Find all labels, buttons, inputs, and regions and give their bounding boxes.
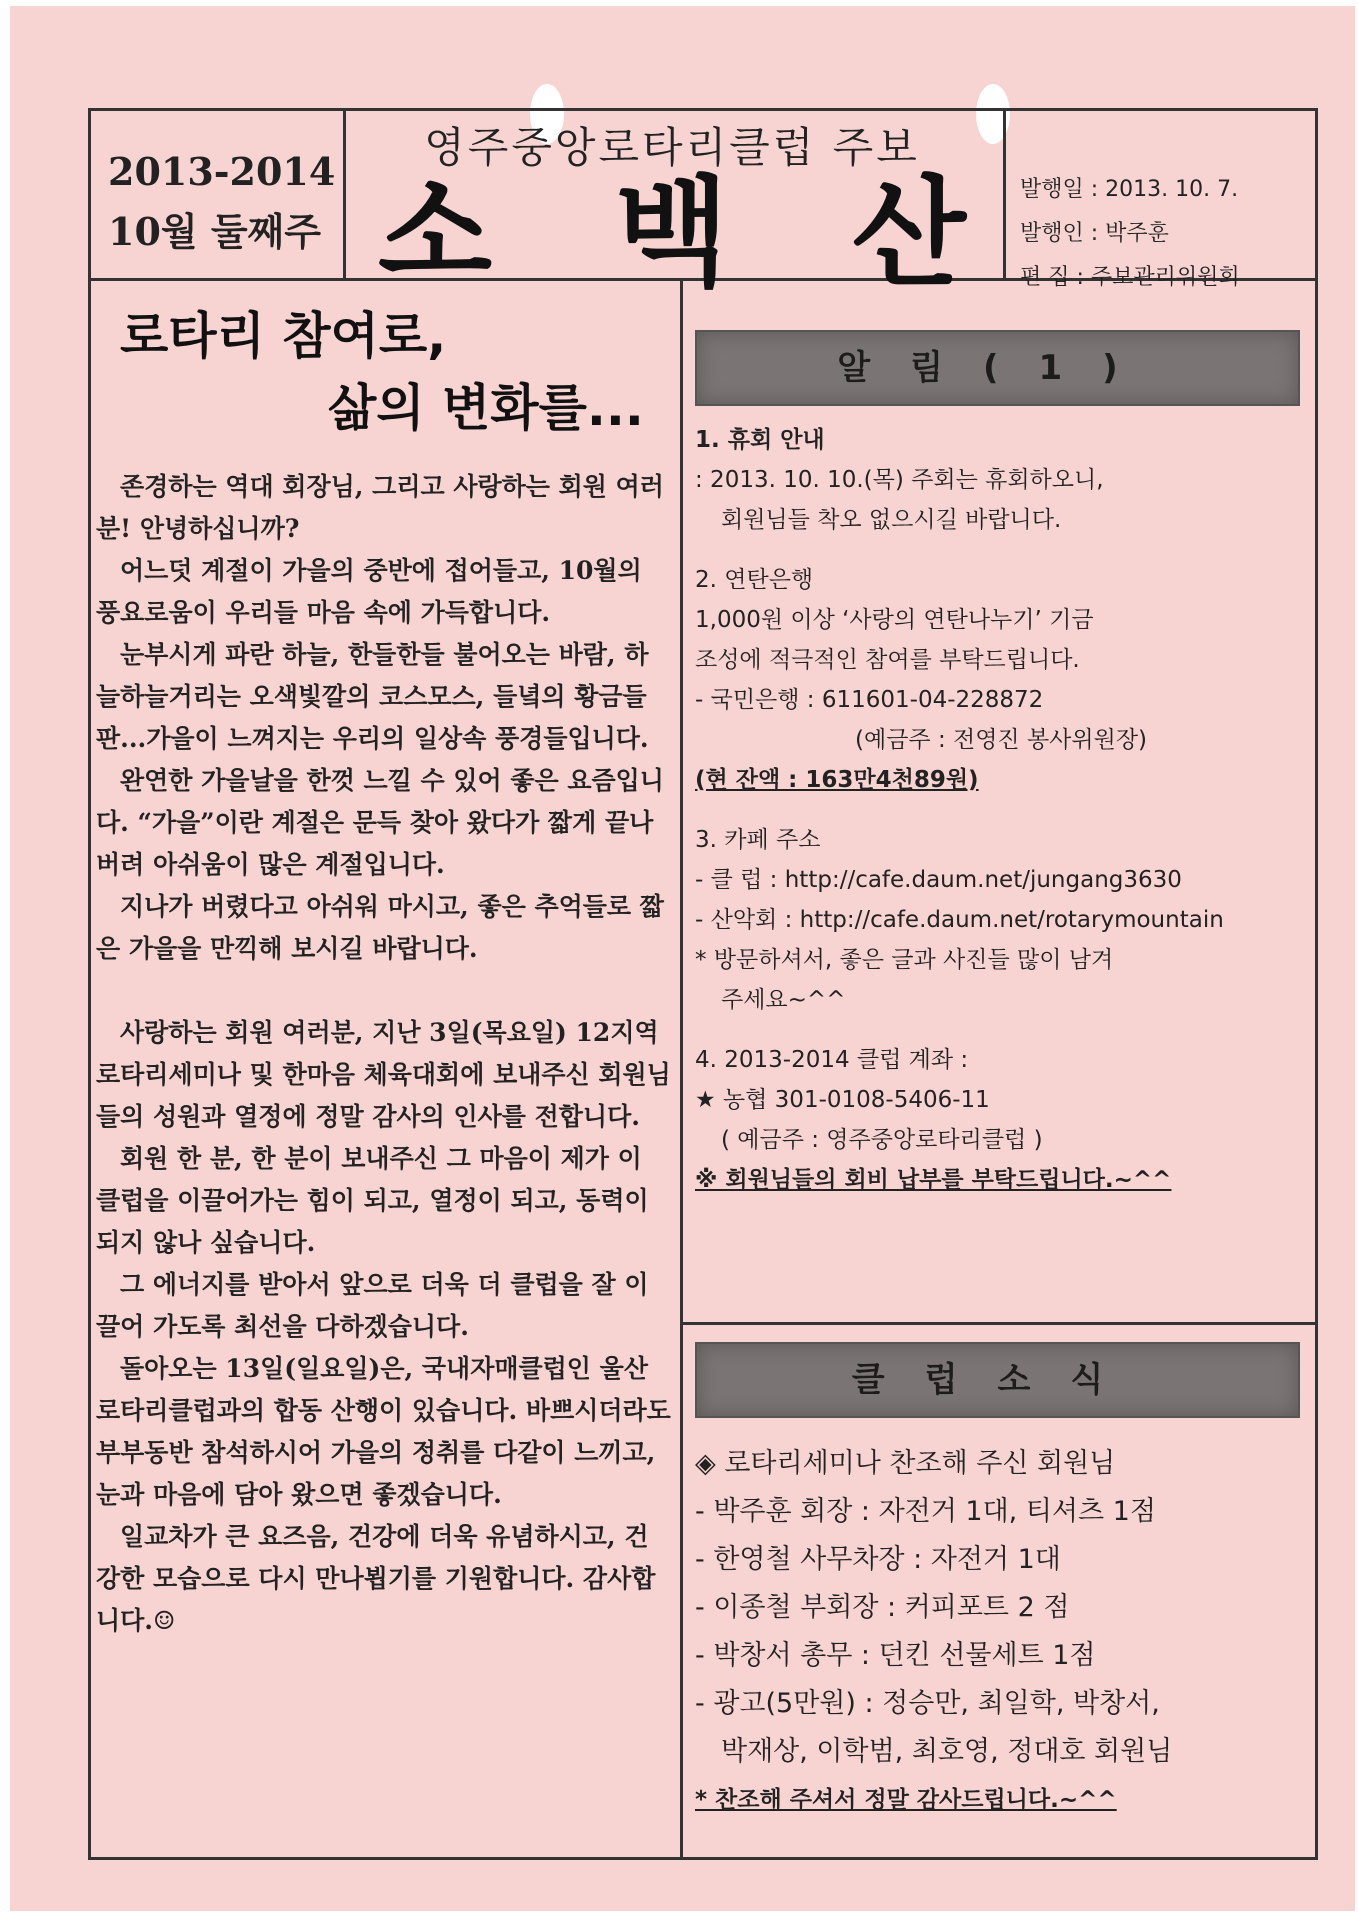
issue-date: 발행일 : 2013. 10. 7. — [1020, 177, 1239, 202]
notice-item-3-title: 3. 카페 주소 — [695, 827, 821, 853]
notice-item-3-note: * 방문하셔서, 좋은 글과 사진들 많이 남겨 — [695, 947, 1114, 973]
editor: 편 집 : 주보관리위원회 — [1020, 265, 1240, 290]
masthead-subtitle: 영주중앙로타리클럽 주보 — [424, 123, 920, 172]
club-news-line: - 광고(5만원) : 정승만, 최일학, 박창서, — [695, 1688, 1160, 1719]
mountain-club-cafe-link[interactable]: - 산악회 : http://cafe.daum.net/rotarymountain — [695, 907, 1224, 933]
article-paragraph: 지나가 버렸다고 아쉬워 마시고, 좋은 추억들로 짧은 가을을 만끽해 보시길 바랍니다. — [96, 892, 664, 963]
publication-info — [1020, 168, 1310, 300]
issue-info — [108, 142, 348, 262]
article-paragraph: 눈부시게 파란 하늘, 한들한들 불어오는 바람, 하늘하늘거리는 오색빛깔의 코스모스, 들녘의 황금들판...가을이 느껴지는 우리의 일상속 풍경들입니다. — [96, 640, 649, 753]
club-news-thanks: * 찬조해 주셔서 정말 감사드립니다.~^^ — [695, 1787, 1117, 1813]
notice-item-2-line: 1,000원 이상 ‘사랑의 연탄나누기’ 기금 — [695, 607, 1094, 633]
club-cafe-link[interactable]: - 클 럽 : http://cafe.daum.net/jungang3630 — [695, 867, 1182, 893]
club-news-line: - 한영철 사무차장 : 자전거 1대 — [695, 1544, 1061, 1575]
section-divider — [680, 1322, 1318, 1325]
headline-line-2: 삶의 변화를... — [328, 379, 644, 437]
notice-item-2-bank: - 국민은행 : 611601-04-228872 — [695, 687, 1044, 713]
article-paragraph: 회원 한 분, 한 분이 보내주신 그 마음이 제가 이 클럽을 이끌어가는 힘이 되고, 열정이 되고, 동력이 되지 않나 싶습니다. — [96, 1144, 649, 1257]
article-paragraph: 돌아오는 13일(일요일)은, 국내자매클럽인 울산로타리클럽과의 합동 산행이 있습니다. 바쁘시더라도 부부동반 참석하시어 가을의 정취를 다같이 느끼고, 눈과 마음에 담아 왔으면 좋겠습니다. — [96, 1354, 671, 1509]
notice-section — [695, 330, 1300, 1200]
article-paragraph: 존경하는 역대 회장님, 그리고 사랑하는 회원 여러분! 안녕하십니까? — [96, 472, 664, 543]
masthead-char-2: 백 — [615, 164, 729, 302]
masthead-char-3: 산 — [852, 164, 966, 302]
notice-item-1-line: 회원님들 착오 없으시길 바랍니다. — [721, 507, 1062, 533]
article-paragraph: 사랑하는 회원 여러분, 지난 3일(목요일) 12지역 로타리세미나 및 한마음 체육대회에 보내주신 회원님들의 성원과 열정에 정말 감사의 인사를 전합니다. — [96, 1018, 671, 1131]
notice-item-2-holder: (예금주 : 전영진 봉사위원장) — [855, 727, 1148, 753]
notice-item-2-line: 조성에 적극적인 참여를 부탁드립니다. — [695, 647, 1080, 673]
headline-line-1: 로타리 참여로, — [120, 307, 447, 365]
article-paragraph: 완연한 가을날을 한껏 느낄 수 있어 좋은 요즘입니다. “가을”이란 계절은 문득 찾아 왔다가 짧게 끝나버려 아쉬움이 많은 계절입니다. — [96, 766, 664, 879]
article-body — [96, 466, 671, 1642]
notice-item-3-note: 주세요~^^ — [721, 987, 846, 1013]
issue-year: 2013-2014 — [108, 149, 336, 194]
column-divider — [680, 278, 683, 1860]
club-news-banner: 클럽소식 — [695, 1342, 1300, 1418]
main-article — [96, 300, 671, 1642]
notice-item-2-title: 2. 연탄은행 — [695, 567, 814, 593]
club-news-line: - 박주훈 회장 : 자전거 1대, 티셔츠 1점 — [695, 1496, 1156, 1527]
article-headline — [96, 300, 671, 444]
notice-banner: 알림(1) — [695, 330, 1300, 406]
notice-item-4-note: ※ 회원님들의 회비 납부를 부탁드립니다.~^^ — [695, 1167, 1172, 1193]
club-news-line: - 이종철 부회장 : 커피포트 2 점 — [695, 1592, 1070, 1623]
notice-item-4-title: 4. 2013-2014 클럽 계좌 : — [695, 1047, 969, 1073]
club-news-line: - 박창서 총무 : 던킨 선물세트 1점 — [695, 1640, 1096, 1671]
club-news-line: 박재상, 이학범, 최호영, 정대호 회원님 — [721, 1736, 1173, 1767]
masthead-char-1: 소 — [378, 164, 492, 302]
publisher: 발행인 : 박주훈 — [1020, 221, 1169, 246]
issue-week: 10월 둘째주 — [108, 209, 321, 254]
notice-item-4-holder: ( 예금주 : 영주중앙로타리클럽 ) — [721, 1127, 1043, 1153]
club-news-section — [695, 1342, 1300, 1824]
notice-item-1-title: 1. 휴회 안내 — [695, 427, 825, 453]
article-paragraph: 어느덧 계절이 가을의 중반에 접어들고, 10월의 풍요로움이 우리들 마음 속에 가득합니다. — [96, 556, 642, 627]
notice-item-4-bank: ★ 농협 301-0108-5406-11 — [695, 1087, 990, 1113]
club-news-title: ◈ 로타리세미나 찬조해 주신 회원님 — [695, 1448, 1116, 1479]
article-paragraph: 일교차가 큰 요즈음, 건강에 더욱 유념하시고, 건강한 모습으로 다시 만나뵙기를 기원합니다. 감사합니다.☺ — [96, 1522, 656, 1635]
notice-item-2-balance: (현 잔액 : 163만4천89원) — [695, 767, 979, 793]
article-paragraph: 그 에너지를 받아서 앞으로 더욱 더 클럽을 잘 이끌어 가도록 최선을 다하겠습니다. — [96, 1270, 649, 1341]
header-divider-right — [1003, 108, 1006, 280]
notice-item-1-line: : 2013. 10. 10.(목) 주회는 휴회하오니, — [695, 467, 1104, 493]
masthead-title — [352, 164, 992, 302]
masthead — [352, 118, 992, 302]
